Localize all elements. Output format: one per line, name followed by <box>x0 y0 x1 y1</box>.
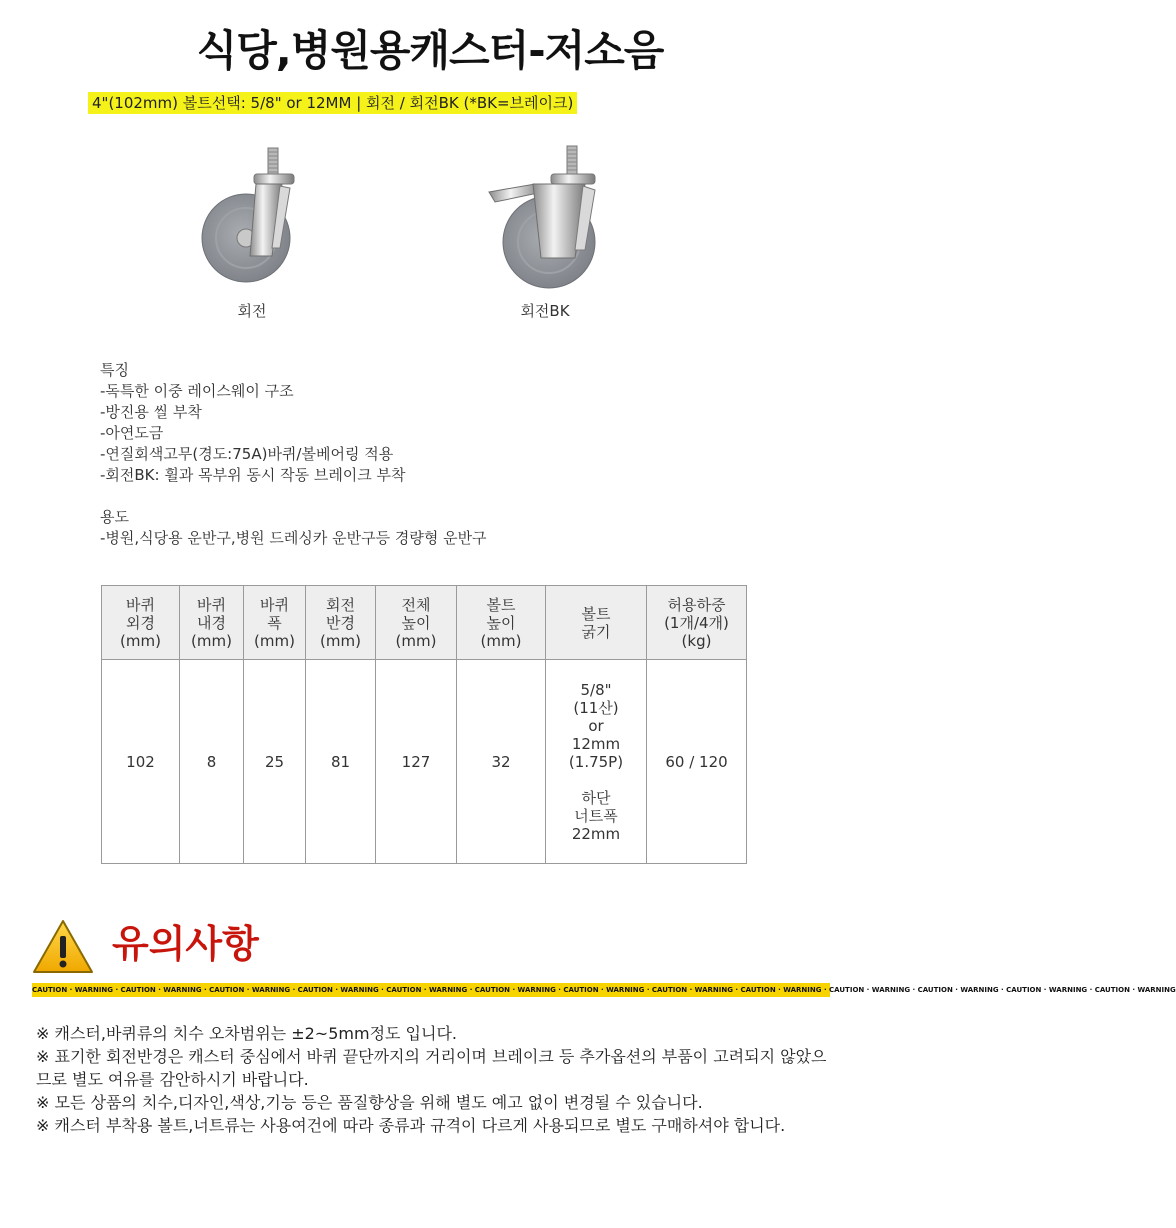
spec-table <box>101 585 747 864</box>
notes-section <box>36 1022 836 1137</box>
table-header-cell <box>180 586 244 660</box>
cell-line: 하단 <box>581 788 611 807</box>
cell-line: (11산) <box>573 698 619 717</box>
header-line: (mm) <box>254 631 295 650</box>
cell-line: 12mm <box>571 734 621 753</box>
header-line: (mm) <box>480 631 522 650</box>
cell-line: 8 <box>206 752 217 771</box>
table-cell <box>244 660 306 864</box>
caution-title: 유의사항 <box>112 922 259 966</box>
feature-item: -회전BK: 휠과 목부위 동시 작동 브레이크 부착 <box>100 466 406 484</box>
cell-line: 32 <box>491 752 511 771</box>
cell-line: 127 <box>401 752 431 771</box>
header-line: (mm) <box>320 631 361 650</box>
table-header-cell <box>306 586 376 660</box>
product-caption: 회전 <box>237 302 267 320</box>
spec-highlight: 4"(102mm) 볼트선택: 5/8" or 12MM | 회전 / 회전BK (*BK=브레이크) <box>88 92 577 114</box>
header-line: (mm) <box>191 631 232 650</box>
table-cell <box>457 660 546 864</box>
feature-item: -연질회색고무(경도:75A)바퀴/볼베어링 적용 <box>100 445 394 463</box>
feature-item: -방진용 씰 부착 <box>100 403 202 421</box>
table-header-row <box>102 586 747 660</box>
cell-line: 너트폭 <box>574 806 618 825</box>
header-line: 높이 <box>486 613 516 632</box>
feature-item: -아연도금 <box>100 424 164 442</box>
cell-line: 60 / 120 <box>665 752 728 771</box>
header-line: 높이 <box>401 613 431 632</box>
header-line: 허용하중 <box>667 595 726 614</box>
header-line: 볼트 <box>581 604 611 623</box>
cell-line: 5/8" <box>580 680 612 699</box>
table-header-cell <box>102 586 180 660</box>
cell-line: 102 <box>126 752 155 771</box>
table-header-cell <box>244 586 306 660</box>
header-line: (mm) <box>395 631 437 650</box>
header-line: (kg) <box>681 631 712 650</box>
note-item: ※ 표기한 회전반경은 캐스터 중심에서 바퀴 끝단까지의 거리이며 브레이크 등 추가옵션의 부품이 고려되지 않았으므로 별도 여유를 감안하시기 바랍니다. <box>36 1047 827 1089</box>
header-line: 반경 <box>326 613 355 632</box>
caution-tape: CAUTION · WARNING · CAUTION · WARNING · CAUTION · WARNING · CAUTION · WARNING · CAUTION · WARNING · CAUTION · WARNING · CAUTION · WARNING · CAUTION · WARNING · CAUTION · WARNING · CAUTION · WARNING · CAUTION · WARNING · CAUTION · WARNING · CAUTION · WARNING <box>32 983 830 997</box>
swivel-caster-image <box>122 128 382 298</box>
header-line: (1개/4개) <box>664 613 729 632</box>
usage-heading: 용도 <box>100 508 129 526</box>
header-line: 회전 <box>326 595 355 614</box>
table-cell <box>546 660 647 864</box>
note-item: ※ 모든 상품의 치수,디자인,색상,기능 등은 품질향상을 위해 별도 예고 없이 변경될 수 있습니다. <box>36 1093 703 1112</box>
cell-line: or <box>588 716 604 735</box>
header-line: 바퀴 <box>260 595 289 614</box>
header-line: 볼트 <box>486 595 516 614</box>
product-swivel-brake <box>415 128 675 328</box>
table-header-cell <box>457 586 546 660</box>
header-line: (mm) <box>120 631 161 650</box>
table-header-cell <box>546 586 647 660</box>
header-line: 전체 <box>401 595 431 614</box>
swivel-brake-caster-image <box>415 128 675 298</box>
cell-line: 25 <box>264 752 285 771</box>
usage-item: -병원,식당용 운반구,병원 드레싱카 운반구등 경량형 운반구 <box>100 529 487 547</box>
table-header-cell <box>647 586 747 660</box>
table-row <box>102 660 747 864</box>
features-section <box>100 360 487 549</box>
header-line: 외경 <box>126 613 155 632</box>
cell-line: 22mm <box>571 824 621 843</box>
table-cell <box>180 660 244 864</box>
header-line: 내경 <box>197 613 226 632</box>
header-line: 폭 <box>267 613 282 632</box>
table-cell <box>306 660 376 864</box>
feature-item: -독특한 이중 레이스웨이 구조 <box>100 382 294 400</box>
cell-line: 81 <box>330 752 351 771</box>
cell-line: (1.75P) <box>568 752 624 771</box>
product-caption: 회전BK <box>520 302 570 320</box>
table-cell <box>102 660 180 864</box>
table-cell <box>647 660 747 864</box>
table-cell <box>376 660 457 864</box>
header-line: 바퀴 <box>197 595 226 614</box>
features-heading: 특징 <box>100 361 129 379</box>
table-header-cell <box>376 586 457 660</box>
note-item: ※ 캐스터 부착용 볼트,너트류는 사용여건에 따라 종류과 규격이 다르게 사용되므로 별도 구매하셔야 합니다. <box>36 1116 786 1135</box>
header-line: 굵기 <box>581 622 611 641</box>
page-title: 식당,병원용캐스터-저소음 <box>196 26 664 75</box>
product-swivel <box>122 128 382 328</box>
note-item: ※ 캐스터,바퀴류의 치수 오차범위는 ±2~5mm정도 입니다. <box>36 1024 458 1043</box>
cell-line <box>546 771 646 789</box>
header-line: 바퀴 <box>126 595 155 614</box>
